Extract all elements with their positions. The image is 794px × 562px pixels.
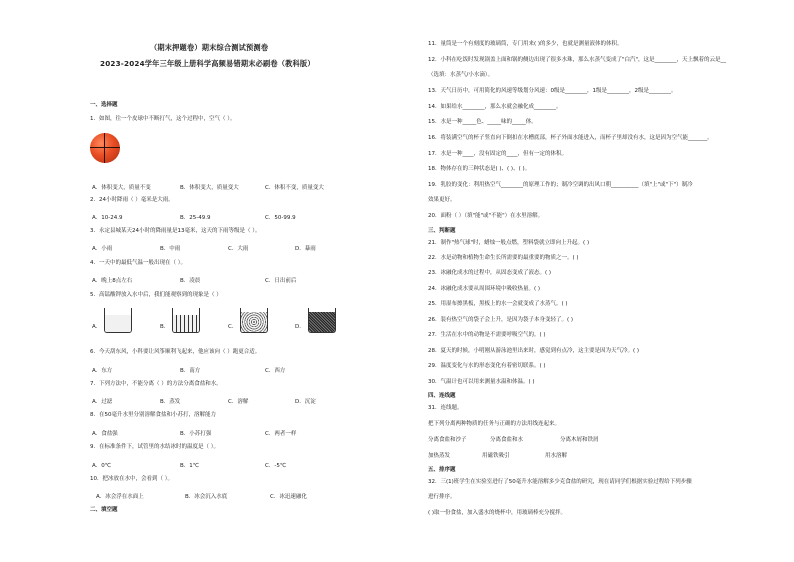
q8-option-c: C．两者一样: [265, 431, 297, 437]
beaker-d-image: [308, 308, 336, 333]
q5-option-b: B．: [160, 324, 170, 330]
question-16: 16．将装满空气的杯子竖直向下倒扣在水槽底部，杯子外面水能进入，而杯子里却没有水，这是因为空气能_______。: [428, 135, 713, 141]
section-judge-heading: 三、判断题: [428, 228, 456, 234]
question-6: 6．今天刮东风，小科要让风筝顺利飞起来，他应该向（ ）跑更合适。: [90, 349, 261, 355]
q2-option-a: A．10-24.9: [92, 215, 123, 221]
question-14: 14．如果给水________，那么水就会融化成________。: [428, 104, 562, 110]
question-32-step: ( )取一份食盐，加入盛水的烧杯中，用玻璃棒充分搅拌。: [428, 510, 567, 516]
question-5: 5．高锰酸钾放入水中后，我们能观察到的现象是（ ）: [90, 292, 222, 298]
q7-option-a: A．过滤: [92, 399, 113, 405]
match-method-3: 用水溶解: [545, 453, 568, 459]
exam-title: （期末押题卷）期末综合测试预测卷: [150, 43, 269, 52]
q6-option-b: B．南方: [180, 368, 201, 374]
question-25: 25．用湿布擦黑板，黑板上的水一会就变成了水蒸气。( ): [428, 301, 568, 307]
q5-option-d: D．: [295, 324, 305, 330]
q7-option-d: D．沉淀: [295, 399, 316, 405]
question-12-line2: （选填：水蒸气/小水滴）。: [428, 72, 494, 78]
question-13: 13．天气日历中，可用简化的风速等级划分风速：0级是________，1级是________，2级是________。: [428, 88, 677, 94]
question-29: 29．温度变化与水的形态变化有着密切联系。( ): [428, 363, 546, 369]
question-21: 21．制作"热气球"时，蜡烛一般点燃，塑料袋就立即向上升起。( ): [428, 240, 590, 246]
q5-option-a: A．: [92, 324, 102, 330]
q6-option-c: C．西方: [265, 368, 286, 374]
question-31: 31．连线题。: [428, 405, 463, 411]
question-30: 30．气温计也可以用来测量水温和体温。( ): [428, 379, 535, 385]
question-26: 26．装有热空气的袋子会上升，是因为袋子本身变轻了。( ): [428, 317, 574, 323]
question-19-line2: 效果更好。: [428, 197, 456, 203]
match-task-2: 分离食盐和水: [490, 437, 524, 443]
question-8: 8．在50毫升水里分别溶解食盐和小苏打，溶解能力: [90, 412, 216, 418]
question-18: 18．物体存在的三种状态是( )、( )、( )。: [428, 166, 531, 172]
question-15: 15．水是一种_____色、_____味的_____体。: [428, 119, 537, 125]
q9-option-a: A．0℃: [92, 463, 111, 469]
question-3: 3．永定县城某天24小时的降雨量是13毫米，这天的下雨等级是（ ）。: [90, 228, 261, 234]
question-23: 23．冰融化成水的过程中，从固态变成了液态。( ): [428, 270, 552, 276]
match-method-1: 加热蒸发: [428, 453, 451, 459]
question-22: 22．水是动物和植物生命生长所需要的最重要的物质之一。( ): [428, 255, 579, 261]
match-method-2: 用磁铁吸引: [482, 453, 510, 459]
q2-option-c: C．50-99.9: [265, 215, 296, 221]
q1-option-a: A．体积变大，质量不变: [92, 185, 151, 191]
question-1: 1．如图，往一个皮球中不断打气，这个过程中，空气（ ）。: [90, 116, 236, 122]
beaker-a-image: [104, 308, 132, 333]
section-match-heading: 四、连线题: [428, 393, 456, 399]
q1-option-b: B．体积变大，质量变大: [180, 185, 239, 191]
beaker-b-image: [172, 308, 200, 333]
question-11: 11．量筒是一个有刻度的玻璃筒，专门用来( )的多少，也就是测量液体的体积。: [428, 41, 623, 47]
basketball-image: [90, 133, 120, 163]
section-fill-heading: 二、填空题: [90, 507, 118, 513]
question-20: 20．面粉（ ）（填"能"或"不能"）在水里溶解。: [428, 213, 544, 219]
exam-subtitle: 2023-2024学年三年级上册科学高频易错期末必刷卷（教科版）: [100, 59, 315, 68]
question-17: 17．水是一种____，没有固定的____，但有一定的体积。: [428, 151, 568, 157]
q5-option-c: C．: [228, 324, 238, 330]
question-2: 2．24小时降雨（ ）毫米是大雨。: [90, 197, 174, 203]
question-31-desc: 把下列分离两种物质的任务与正确的方法用线连起来。: [428, 421, 561, 427]
q8-option-a: A．食盐强: [92, 431, 118, 437]
q9-option-b: B．1℃: [180, 463, 199, 469]
q10-option-c: C．冰迅速融化: [270, 494, 307, 500]
question-12-line1: 12．小科在吃饭时发现锅盖上面和锅的侧边出现了很多水珠，那么水蒸气变成了"白汽"，这是________，天上飘着的云是__: [428, 57, 727, 63]
question-9: 9．在标准条件下，试管里的水结冰时的温度是（ ）。: [90, 444, 219, 450]
question-32-line1: 32．三(1)班学生在实验室进行了50毫升水能溶解多少克食盐的研究，现在请同学们根据实验过程给下列步骤: [428, 479, 692, 485]
q4-option-a: A．晚上8点左右: [92, 278, 133, 284]
q4-option-c: C．日出前后: [265, 278, 297, 284]
question-10: 10．把冰放在水中，会看到（ ）。: [90, 476, 173, 482]
question-19-line1: 19．乳胶的变化：利用热空气________的原理工作的；制冷空调的出风口朝__________（填"上"或"下"）制冷: [428, 182, 693, 188]
question-27: 27．生活在水中的动物是不需要呼吸空气的。( ): [428, 332, 546, 338]
match-task-3: 分离木屑和铁屑: [560, 437, 599, 443]
beaker-c-image: [240, 308, 268, 333]
question-32-line2: 进行排序。: [428, 494, 456, 500]
question-28: 28．夏天的时候，小明刚从游泳池里出来时，感觉到有点冷，这主要是因为天气冷。( ): [428, 348, 640, 354]
match-task-1: 分离食盐和沙子: [428, 437, 467, 443]
q3-option-c: C．大雨: [228, 246, 249, 252]
q8-option-b: B．小苏打强: [180, 431, 212, 437]
question-4: 4．一天中的最低气温一般出现在（ ）。: [90, 260, 186, 266]
q1-option-c: C．体积不变，质量变大: [265, 185, 324, 191]
q3-option-d: D．暴雨: [295, 246, 316, 252]
q7-option-c: C．溶解: [228, 399, 249, 405]
q10-option-b: B．冰会沉入水底: [185, 494, 228, 500]
question-24: 24．冰融化成水要从周围环境中吸收热量。( ): [428, 286, 541, 292]
q3-option-b: B．中雨: [160, 246, 181, 252]
q4-option-b: B．凌晨: [180, 278, 201, 284]
q3-option-a: A．小雨: [92, 246, 113, 252]
section-order-heading: 五、排序题: [428, 467, 456, 473]
q2-option-b: B．25-49.9: [180, 215, 211, 221]
section-choice-heading: 一、选择题: [90, 102, 118, 108]
q7-option-b: B．蒸发: [160, 399, 181, 405]
question-7: 7．下列方法中，不能分离（ ）的方法分离食盐和水。: [90, 381, 222, 387]
q6-option-a: A．东方: [92, 368, 113, 374]
q10-option-a: A．冰会浮在水面上: [96, 494, 144, 500]
q9-option-c: C．-5℃: [265, 463, 287, 469]
